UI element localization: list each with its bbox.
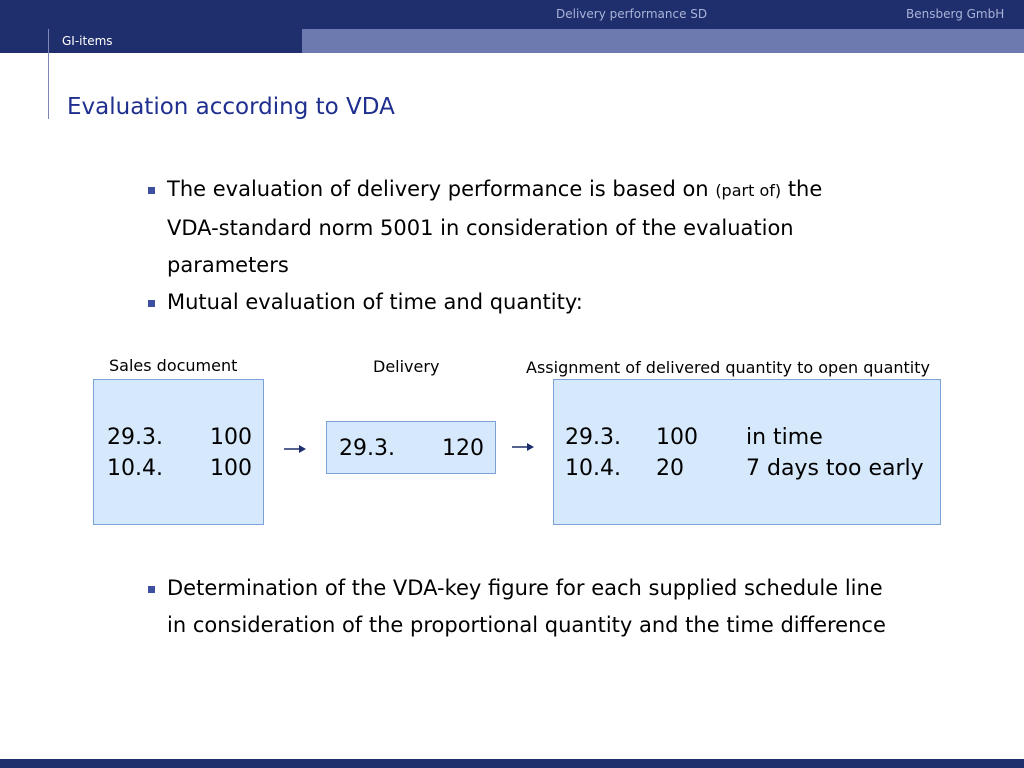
section-tab[interactable]	[0, 29, 302, 53]
bullet-square-icon	[148, 187, 155, 194]
delivery-box	[326, 421, 496, 474]
bullet-item	[148, 171, 948, 283]
delivery-qty: 120	[442, 436, 484, 461]
arrow-right-icon	[511, 441, 535, 453]
sales-qty: 100	[210, 456, 252, 481]
bullet-item	[148, 284, 948, 321]
assignment-status: in time	[746, 425, 823, 450]
header-bar	[0, 0, 1024, 29]
bullet-text-small: (part of)	[715, 181, 782, 200]
bullet-text: The evaluation of delivery performance is based on	[167, 177, 709, 201]
bullet-item	[148, 570, 948, 644]
section-tab-label: GI-items	[62, 34, 113, 48]
section-tab-row	[0, 29, 1024, 53]
assignment-status: 7 days too early	[746, 456, 924, 481]
sales-document-caption: Sales document	[109, 356, 238, 375]
bullet-text: in consideration of the proportional quantity and the time difference	[167, 613, 886, 637]
assignment-qty: 20	[656, 456, 684, 481]
bullet-text: Determination of the VDA-key figure for each supplied schedule line	[167, 576, 883, 600]
bullet-square-icon	[148, 300, 155, 307]
bullet-text: VDA-standard norm 5001 in consideration of the evaluation	[167, 216, 794, 240]
assignment-caption: Assignment of delivered quantity to open quantity	[526, 358, 930, 377]
assignment-date: 29.3.	[565, 425, 621, 450]
bullet-text: the	[787, 177, 823, 201]
page-title: Evaluation according to VDA	[67, 94, 395, 120]
bullet-text: Mutual evaluation of time and quantity:	[167, 290, 583, 314]
delivery-caption: Delivery	[373, 357, 440, 376]
company-name: Bensberg GmbH	[906, 7, 1005, 21]
sales-document-box	[93, 379, 264, 525]
assignment-box	[553, 379, 941, 525]
sales-date: 10.4.	[107, 456, 163, 481]
delivery-date: 29.3.	[339, 436, 395, 461]
arrow-right-icon	[283, 443, 307, 455]
assignment-date: 10.4.	[565, 456, 621, 481]
divider-line	[48, 29, 49, 119]
presentation-title: Delivery performance SD	[556, 7, 708, 21]
assignment-qty: 100	[656, 425, 698, 450]
sales-date: 29.3.	[107, 425, 163, 450]
bullet-text: parameters	[167, 253, 289, 277]
footer-bar	[0, 759, 1024, 768]
sales-qty: 100	[210, 425, 252, 450]
bullet-square-icon	[148, 586, 155, 593]
